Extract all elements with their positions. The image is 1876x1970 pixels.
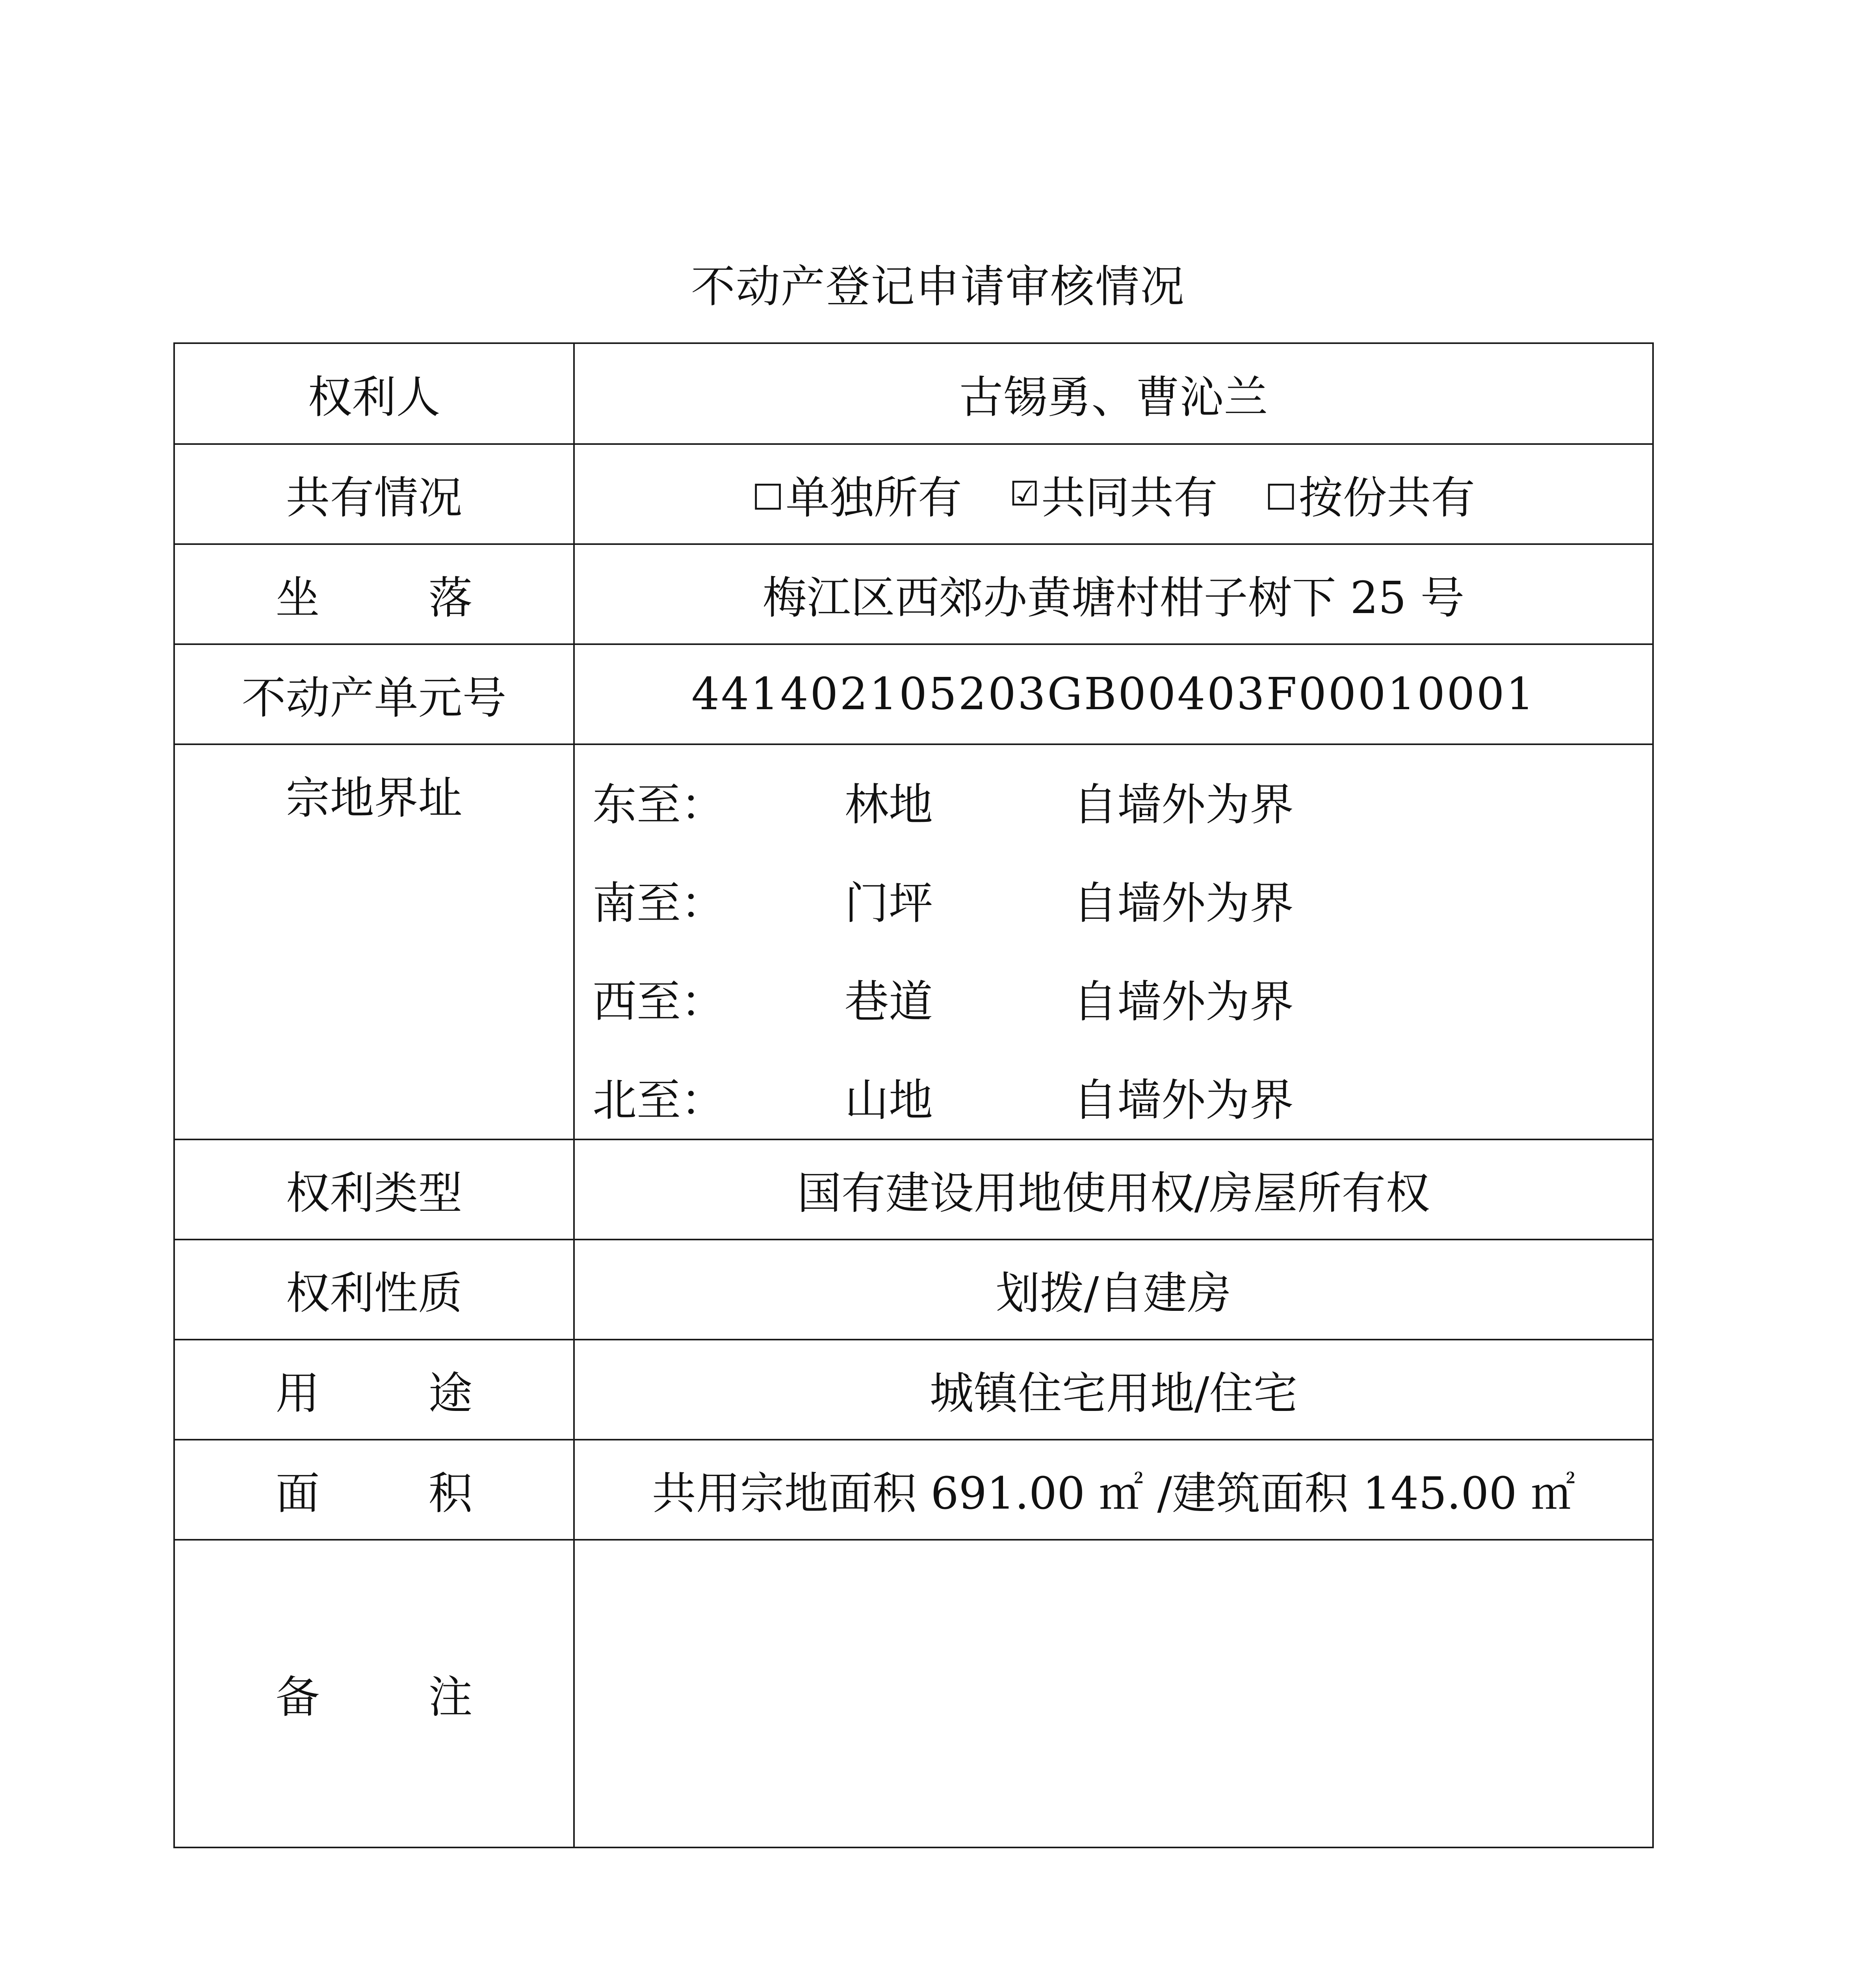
ownership-option-joint[interactable] [1009, 463, 1218, 526]
ownership-option-sole[interactable] [752, 463, 962, 526]
ownership-label: 共有情况 [286, 472, 462, 524]
boundary-label: 宗地界址 [286, 772, 462, 824]
area-label-char: 面 [275, 1468, 320, 1519]
registration-review-table [173, 342, 1654, 1848]
usage-label-char: 用 [275, 1368, 320, 1419]
boundary-description: 自墙外为界 [1073, 779, 1294, 831]
usage-label [175, 1340, 573, 1439]
right-nature-value: 划拨/自建房 [996, 1267, 1231, 1319]
area-label-char: 积 [428, 1468, 473, 1519]
area-label [175, 1440, 573, 1539]
usage-label-char: 途 [428, 1368, 473, 1419]
boundary-neighbor: 林地 [845, 779, 933, 831]
boundary-direction: 东至： [593, 779, 725, 831]
unit-number-value: 441402105203GB00403F00010001 [691, 669, 1536, 720]
location-value: 梅江区西郊办黄塘村柑子树下 25 号 [762, 572, 1465, 624]
boundary-description: 自墙外为界 [1073, 1075, 1294, 1126]
remarks-value [575, 1541, 1652, 1847]
boundary-direction: 北至： [593, 1075, 725, 1126]
ownership-option-label: 按份共有 [1298, 472, 1475, 524]
right-type-value: 国有建设用地使用权/房屋所有权 [797, 1167, 1430, 1219]
area-value: 共用宗地面积 691.00 ㎡ /建筑面积 145.00 ㎡ [652, 1468, 1575, 1519]
unit-number-label: 不动产单元号 [241, 672, 507, 724]
location-label-char: 坐 [275, 572, 320, 624]
location-label-char: 落 [428, 572, 473, 624]
boundary-neighbor: 门坪 [845, 878, 933, 929]
boundary-description: 自墙外为界 [1073, 878, 1294, 929]
remarks-label-char: 备 [275, 1672, 320, 1723]
boundary-description: 自墙外为界 [1073, 976, 1294, 1028]
usage-value: 城镇住宅用地/住宅 [929, 1368, 1298, 1419]
right-type-label: 权利类型 [286, 1167, 462, 1219]
ownership-option-share[interactable] [1265, 463, 1475, 526]
boundary-neighbor: 巷道 [845, 976, 933, 1028]
location-label [175, 545, 573, 643]
remarks-label-char: 注 [428, 1672, 473, 1723]
holder-label: 权利人 [308, 372, 440, 423]
checkbox-empty-icon[interactable]: □ [752, 474, 784, 514]
boundary-direction: 西至： [593, 976, 725, 1028]
boundary-direction: 南至： [593, 878, 725, 929]
checkbox-empty-icon[interactable]: □ [1265, 474, 1297, 514]
ownership-options [575, 445, 1652, 543]
holder-value: 古锡勇、曹沁兰 [959, 372, 1268, 423]
remarks-label [175, 1541, 573, 1847]
right-nature-label: 权利性质 [286, 1267, 462, 1319]
ownership-option-label: 共同共有 [1041, 472, 1218, 524]
ownership-option-label: 单独所有 [785, 472, 962, 524]
document-title: 不动产登记申请审核情况 [691, 261, 1185, 312]
boundary-neighbor: 山地 [845, 1075, 933, 1126]
checkbox-checked-icon[interactable]: ☑ [1009, 474, 1040, 514]
